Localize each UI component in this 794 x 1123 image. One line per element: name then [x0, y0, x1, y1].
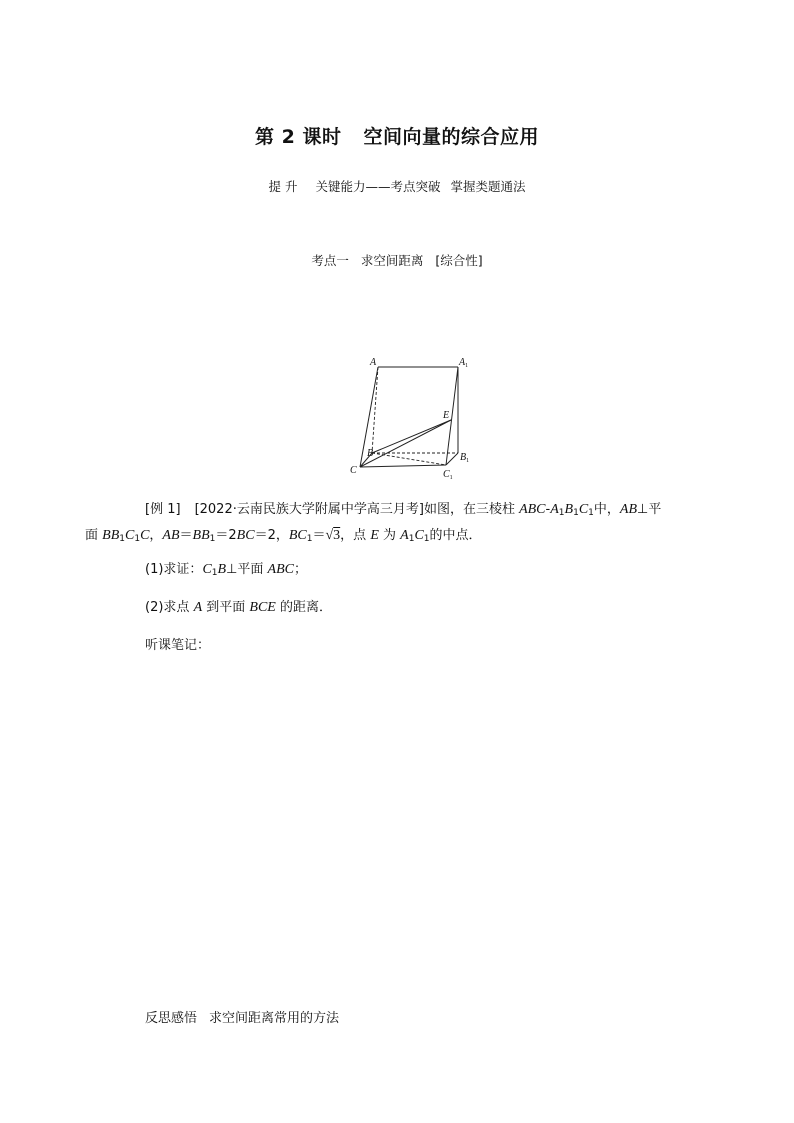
reflection-label: 反思感悟 [145, 1011, 198, 1026]
question-1-number: (1) [145, 562, 164, 577]
page-title [0, 122, 794, 149]
reflection-text: 求空间距离常用的方法 [209, 1011, 340, 1026]
section-name: 考点一 [311, 253, 349, 268]
subtitle-label: 提 升 [268, 179, 298, 194]
reflection-heading [115, 1006, 685, 1032]
sqrt-three: √3 [325, 528, 341, 543]
subtitle-part2: 掌握类题通法 [450, 179, 526, 194]
subtitle-part1: 关键能力——考点突破 [315, 179, 441, 194]
example-paragraph: [例 1] [2022·云南民族大学附属中学高三月考]如图，在三棱柱 ABC-$A_1B_1C_1$中，AB⊥平 面 $BB_1C_1C$，$AB=BB_1=2BC=2$，$BC_1=√3$，点 E 为 $A_1C_1$的中点． [85, 502, 662, 544]
edge-c-c1 [360, 465, 446, 467]
example-source: [2022·云南民族大学附属中学高三月考] [194, 502, 424, 517]
lesson-topic: 空间向量的综合应用 [363, 126, 539, 148]
lesson-number: 第 2 课时 [255, 126, 342, 148]
edge-b-e [372, 420, 451, 453]
label-a: A [370, 357, 377, 368]
section-tag: [综合性] [435, 253, 483, 268]
question-1: (1)求证：$C_1B\perp$平面 ABC； [145, 562, 308, 578]
example-tag: [例 1] [145, 502, 181, 517]
edge-a-b-hidden [372, 367, 378, 453]
question-2: (2)求点 A 到平面 BCE 的距离． [145, 600, 332, 615]
prism-figure [340, 352, 480, 482]
edge-c1-b1 [446, 453, 458, 465]
section-heading [0, 251, 794, 269]
question-2-number: (2) [145, 600, 164, 615]
label-c: C [350, 465, 357, 476]
page-subtitle [0, 177, 794, 195]
class-notes-label: 听课笔记： [145, 638, 211, 653]
label-c1: $C_1$ [443, 469, 453, 481]
label-e: E [443, 410, 450, 421]
label-b1: $B_1$ [460, 452, 470, 464]
label-a1: $A_1$ [459, 357, 469, 369]
label-b: B [367, 448, 374, 459]
edge-b-c1-hidden [372, 453, 446, 465]
section-topic: 求空间距离 [360, 253, 424, 268]
